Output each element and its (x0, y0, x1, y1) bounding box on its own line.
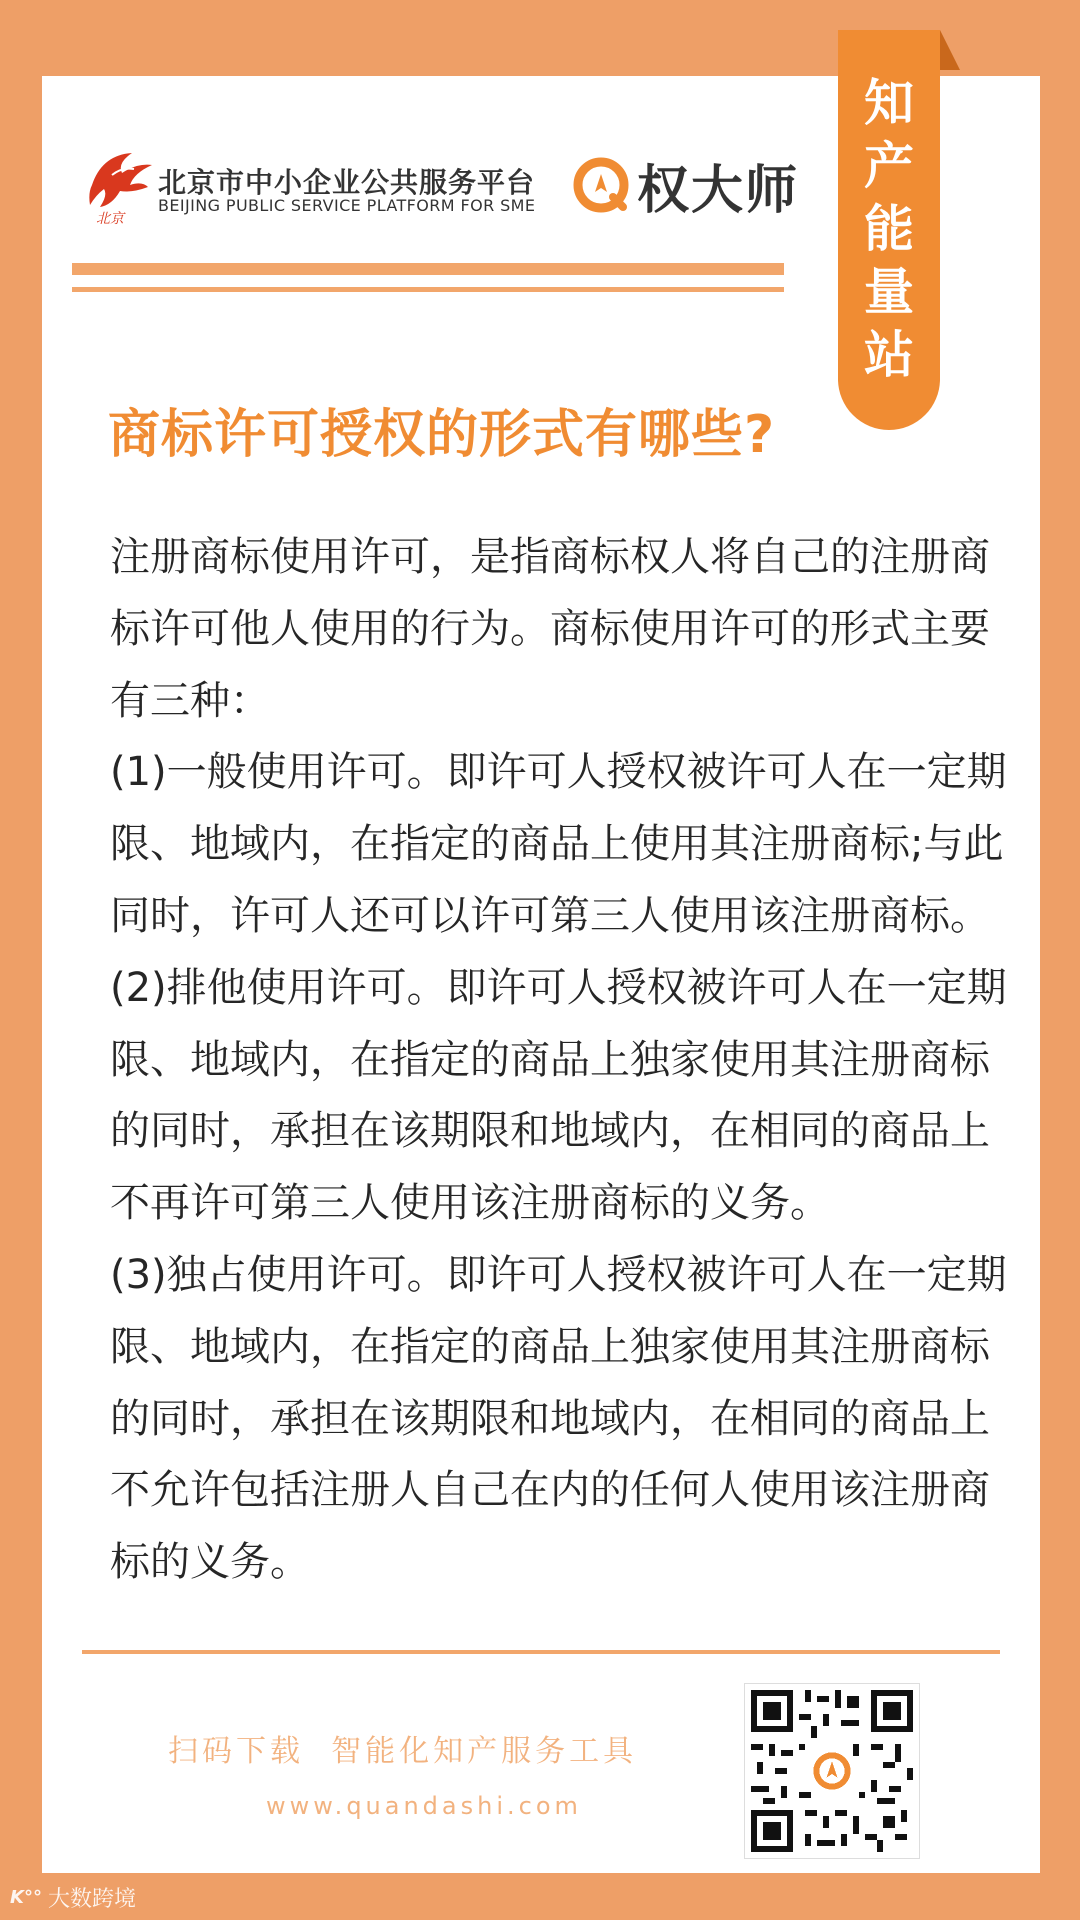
body-line: 注册商标使用许可，是指商标权人将自己的注册商 (110, 534, 990, 580)
body-line: (3)独占使用许可。即许可人授权被许可人在一定期 (110, 1251, 1007, 1298)
body-line: 的同时，承担在该期限和地域内，在相同的商品上 (110, 1395, 990, 1442)
website-link[interactable]: www.quandashi.com (266, 1792, 582, 1820)
org-name-en: BEIJING PUBLIC SERVICE PLATFORM FOR SME (158, 196, 536, 215)
ribbon-char: 能 (864, 200, 914, 258)
brand-name: 权大师 (637, 160, 800, 221)
body-line: 不再许可第三人使用该注册商标的义务。 (110, 1180, 830, 1227)
body-line: 不允许包括注册人自己在内的任何人使用该注册商 (110, 1467, 990, 1514)
header-divider-thin (72, 287, 784, 292)
footer-divider (82, 1650, 1000, 1654)
watermark-text: 大数跨境 (47, 1887, 136, 1912)
header-divider-thick (72, 263, 784, 275)
ribbon-char: 站 (864, 326, 914, 384)
qr-code-icon (745, 1684, 919, 1858)
phoenix-logo-icon (82, 145, 157, 227)
body-line: 标许可他人使用的行为。商标使用许可的形式主要 (110, 605, 990, 652)
article-title: 商标许可授权的形式有哪些? (108, 405, 776, 465)
body-line: 标的义务。 (110, 1539, 310, 1586)
body-line: 的同时，承担在该期限和地域内，在相同的商品上 (110, 1108, 990, 1155)
body-line: (1)一般使用许可。即许可人授权被许可人在一定期 (110, 749, 1007, 796)
watermark-logo-icon: K°° (10, 1887, 42, 1908)
ribbon-char: 量 (864, 263, 914, 321)
watermark (10, 1882, 136, 1913)
download-slogan: 扫码下载 智能化知产服务工具 (168, 1734, 638, 1769)
body-line: (2)排他使用许可。即许可人授权被许可人在一定期 (110, 964, 1007, 1011)
qr-code[interactable] (744, 1683, 920, 1859)
body-line: 限、地域内，在指定的商品上使用其注册商标;与此 (110, 821, 1004, 868)
ribbon-fold (940, 30, 960, 70)
body-line: 限、地域内，在指定的商品上独家使用其注册商标 (110, 1323, 990, 1370)
brand-logo (573, 150, 799, 220)
body-line: 有三种： (110, 677, 270, 724)
quandashi-logo-icon (573, 157, 629, 213)
body-line: 限、地域内，在指定的商品上独家使用其注册商标 (110, 1036, 990, 1083)
article-body (110, 522, 1010, 1599)
svg-text:北京: 北京 (96, 211, 124, 227)
ribbon-label (838, 72, 940, 387)
ribbon-char: 知 (864, 74, 914, 132)
org-name-cn: 北京市中小企业公共服务平台 (158, 166, 536, 199)
body-line: 同时，许可人还可以许可第三人使用该注册商标。 (110, 892, 990, 939)
ribbon-char: 产 (864, 137, 914, 195)
